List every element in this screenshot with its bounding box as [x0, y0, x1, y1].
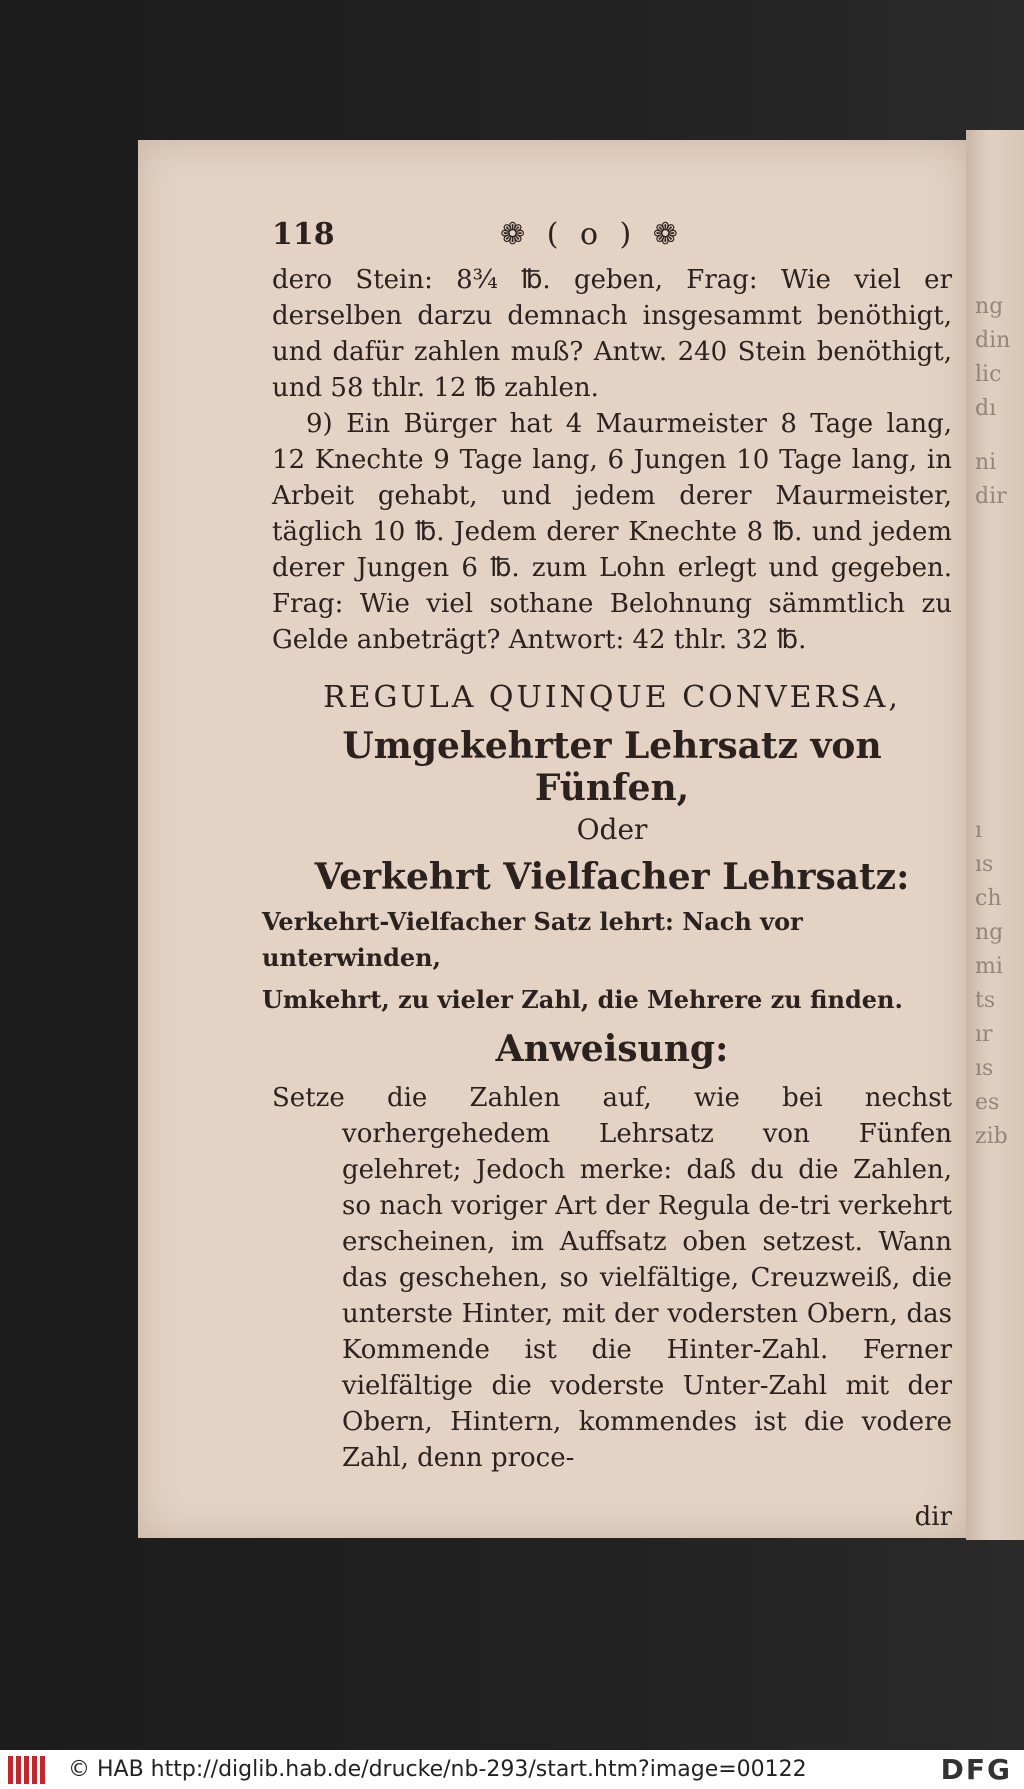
paragraph: 9) Ein Bürger hat 4 Maurmeister 8 Tage lang, 12 Knechte 9 Tage lang, 6 Jungen 10 Tage lang, in Arbeit gehabt, und jedem derer Maurmeister, täglich 10 ℔. Jedem derer Knechte 8 ℔. und jedem derer Jungen 6 ℔. zum Lohn erlegt und gegeben. Frag: Wie viel sothane Belohnung sämmtlich zu Gelde anbeträgt? Antwort: 42 thlr. 32 ℔.: [272, 409, 952, 655]
latin-heading: REGULA QUINQUE CONVERSA,: [323, 680, 901, 715]
facing-page-fragments: [975, 290, 1024, 1154]
fragment: ng: [975, 920, 1004, 945]
dfg-logo: DFG: [940, 1753, 1012, 1786]
fragment: es: [975, 1090, 1000, 1115]
copyright-link[interactable]: © HAB http://diglib.hab.de/drucke/nb-293/start.htm?image=00122: [68, 1757, 807, 1782]
instruction-text: Setze die Zahlen auf, wie bei nechst vorhergehedem Lehrsatz von Fünfen gelehret; Jedoch merke: daß du die Zahlen, so nach voriger Art der Regula de-tri verkehrt erscheinen, im Auffsatz oben setzest. Wann das geschehen, so vielfältige, Creuzweiß, die unterste Hinter, mit der vodersten Obern, das Kommende ist die Hinter-Zahl. Ferner vielfältige die voderste Unter-Zahl mit der Obern, Hintern, kommendes ist die vodere Zahl, denn proce-: [272, 1083, 952, 1473]
page-header: [272, 214, 952, 254]
section-title: Umgekehrter Lehrsatz von Fünfen,: [342, 725, 882, 809]
fragment: dı: [975, 396, 997, 421]
page-content: [262, 214, 952, 1532]
verse-line: Verkehrt-Vielfacher Satz lehrt: Nach vor unterwinden,: [262, 907, 803, 972]
fragment: ni: [975, 450, 997, 475]
hab-logo-icon: [8, 1756, 54, 1784]
fragment: ıs: [975, 852, 994, 877]
page-number: 118: [272, 216, 335, 252]
fragment: dir: [975, 484, 1007, 509]
header-ornament: ❁ ( o ) ❁: [500, 216, 684, 252]
instruction-heading: Anweisung:: [495, 1028, 729, 1070]
fragment: lic: [975, 362, 1002, 387]
paragraph: dero Stein: 8¾ ℔. geben, Frag: Wie viel er derselben darzu demnach insgesammt benöthigt, und dafür zahlen muß? Antw. 240 Stein benöthigt, und 58 thlr. 12 ℔ zahlen.: [272, 265, 952, 403]
section-subtitle: Oder: [576, 813, 648, 846]
fragment: ng: [975, 294, 1004, 319]
catchword: dir: [914, 1502, 952, 1532]
fragment: ı: [975, 818, 983, 843]
fragment: ch: [975, 886, 1002, 911]
fragment: ıs: [975, 1056, 994, 1081]
fragment: ır: [975, 1022, 993, 1047]
fragment: ts: [975, 988, 996, 1013]
fragment: mi: [975, 954, 1003, 979]
verse-line: Umkehrt, zu vieler Zahl, die Mehrere zu finden.: [262, 985, 903, 1014]
viewer-footer: [0, 1750, 1024, 1789]
fragment: din: [975, 328, 1011, 353]
fragment: zib: [975, 1124, 1008, 1149]
section-title-alt: Verkehrt Vielfacher Lehrsatz:: [314, 856, 910, 898]
